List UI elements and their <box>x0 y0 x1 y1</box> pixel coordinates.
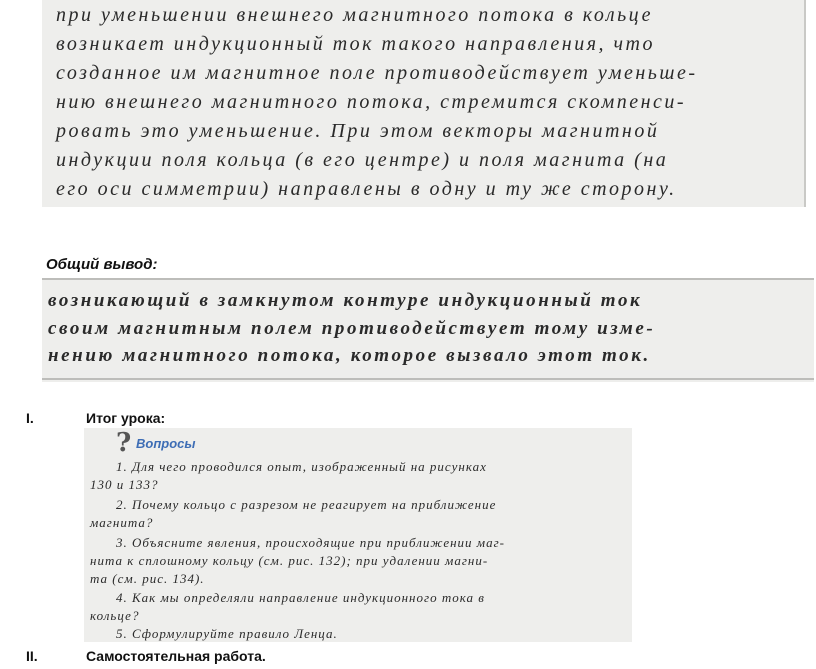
question-line: нита к сплошному кольцу (см. рис. 132); при удалении магни- <box>90 553 489 568</box>
text-line: при уменьшении внешнего магнитного потока в кольце <box>56 4 654 26</box>
section-title: Самостоятельная работа. <box>86 648 266 664</box>
question-line: кольце? <box>90 608 140 623</box>
text-line: своим магнитным полем противодействует тому изме- <box>48 318 656 339</box>
question-mark-icon: ? <box>116 428 132 458</box>
question-line: магнита? <box>90 515 154 530</box>
general-conclusion-box <box>42 278 814 382</box>
text-line: нению магнитного потока, которое вызвало этот ток. <box>48 345 651 366</box>
text-line: его оси симметрии) направлены в одну и ту же сторону. <box>56 178 677 200</box>
question-line: та (см. рис. 134). <box>90 571 205 586</box>
divider <box>42 378 814 380</box>
section-title: Итог урока: <box>86 410 166 426</box>
question-line: 5. Сформулируйте правило Ленца. <box>116 626 338 641</box>
text-line: ровать это уменьшение. При этом векторы магнитной <box>56 120 660 142</box>
questions-title: Вопросы <box>136 436 196 451</box>
text-line: созданное им магнитное поле противодействует уменьше- <box>56 62 698 84</box>
question-line: 3. Объясните явления, происходящие при приближении маг- <box>116 535 506 550</box>
section-numeral: II. <box>26 648 38 664</box>
divider <box>42 278 814 280</box>
section-numeral: I. <box>26 410 34 426</box>
text-line: возникающий в замкнутом контуре индукционный ток <box>48 290 643 311</box>
text-line: индукции поля кольца (в его центре) и поля магнита (на <box>56 149 669 171</box>
question-line: 4. Как мы определяли направление индукционного тока в <box>116 590 485 605</box>
text-line: нию внешнего магнитного потока, стремится скомпенси- <box>56 91 687 113</box>
text-line: возникает индукционный ток такого направления, что <box>56 33 655 55</box>
general-conclusion-heading: Общий вывод: <box>46 256 158 273</box>
question-line: 1. Для чего проводился опыт, изображенный на рисунках <box>116 459 487 474</box>
questions-excerpt <box>84 428 632 642</box>
question-line: 130 и 133? <box>90 477 159 492</box>
question-line: 2. Почему кольцо с разрезом не реагирует на приближение <box>116 497 497 512</box>
textbook-excerpt-top <box>42 0 806 207</box>
